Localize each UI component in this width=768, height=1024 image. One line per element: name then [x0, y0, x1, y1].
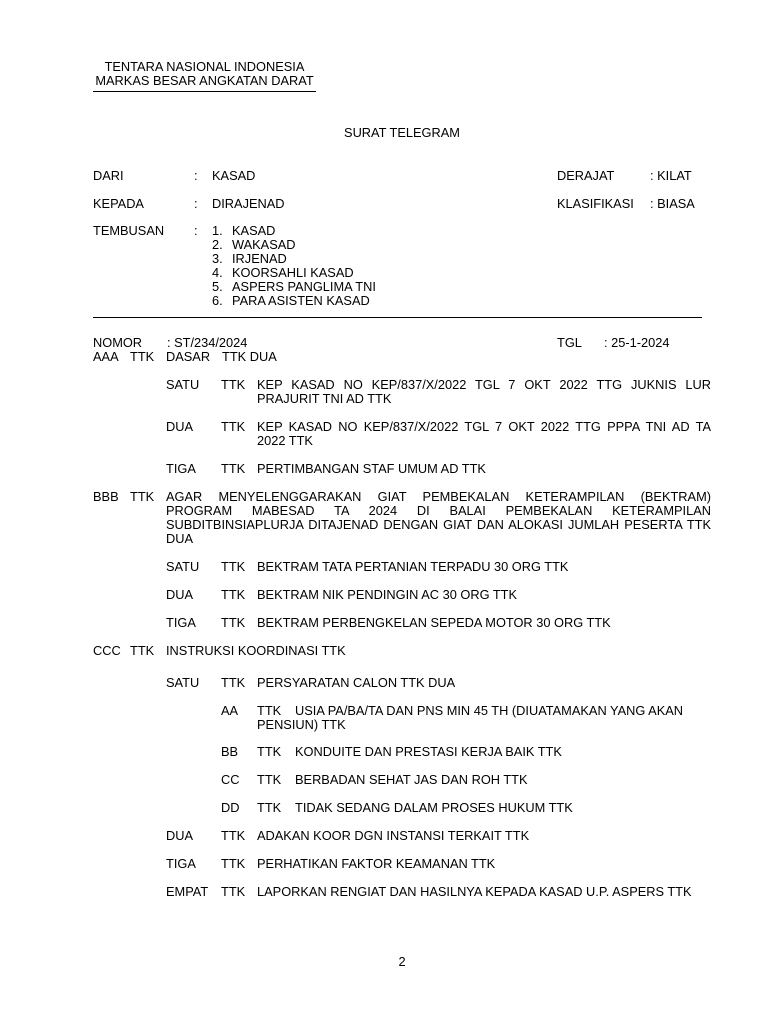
document-title: SURAT TELEGRAM [344, 125, 460, 140]
item-text-line: KEP KASAD NO KEP/837/X/2022 TGL 7 OKT 2022 TTG PPPA TNI AD TA [257, 419, 711, 434]
item-number: DUA [166, 587, 194, 602]
tembusan-item-text: PARA ASISTEN KASAD [232, 293, 370, 308]
letterhead [93, 60, 316, 88]
tembusan-item-number: 3. [212, 251, 223, 266]
section-text-line: PROGRAM MABESAD TA 2024 DI BALAI PEMBEKALAN KETERAMPILAN [166, 503, 711, 518]
item-number: SATU [166, 559, 200, 574]
item-number: SATU [166, 675, 200, 690]
item-ttk: TTK [221, 856, 246, 871]
item-number: DUA [166, 828, 194, 843]
subitem-text-line: KONDUITE DAN PRESTASI KERJA BAIK TTK [295, 744, 562, 759]
section-ttk: TTK [130, 643, 155, 658]
item-text: ADAKAN KOOR DGN INSTANSI TERKAIT TTK [257, 828, 530, 843]
item-ttk: TTK [221, 587, 246, 602]
item-number: EMPAT [166, 884, 209, 899]
nomor-value: : ST/234/2024 [167, 335, 248, 350]
item-text: LAPORKAN RENGIAT DAN HASILNYA KEPADA KASAD U.P. ASPERS TTK [257, 884, 692, 899]
routing-divider [93, 317, 702, 318]
item-number: DUA [166, 419, 194, 434]
item-number: TIGA [166, 615, 196, 630]
subitem-ttk: TTK [257, 800, 282, 815]
item-text-line: PERTIMBANGAN STAF UMUM AD TTK [257, 461, 486, 476]
dari-separator: : [194, 168, 198, 183]
tembusan-separator: : [194, 223, 198, 238]
section-code: BBB [93, 489, 119, 504]
item-text: BEKTRAM NIK PENDINGIN AC 30 ORG TTK [257, 587, 518, 602]
nomor-label: NOMOR [93, 335, 143, 350]
item-number: TIGA [166, 856, 196, 871]
item-ttk: TTK [221, 461, 246, 476]
tembusan-item-number: 5. [212, 279, 223, 294]
item-number: SATU [166, 377, 200, 392]
klasifikasi-label: KLASIFIKASI [557, 196, 634, 211]
kepada-label: KEPADA [93, 196, 144, 211]
tgl-value: : 25-1-2024 [604, 335, 670, 350]
item-ttk: TTK [221, 884, 246, 899]
tembusan-label: TEMBUSAN [93, 223, 165, 238]
subitem-text-line: BERBADAN SEHAT JAS DAN ROH TTK [295, 772, 528, 787]
derajat-value: : KILAT [650, 168, 692, 183]
item-text: BEKTRAM TATA PERTANIAN TERPADU 30 ORG TTK [257, 559, 569, 574]
tgl-label: TGL [557, 335, 582, 350]
klasifikasi-value: : BIASA [650, 196, 695, 211]
tembusan-item-text: KOORSAHLI KASAD [232, 265, 354, 280]
section-text-line: AGAR MENYELENGGARAKAN GIAT PEMBEKALAN KETERAMPILAN (BEKTRAM) [166, 489, 711, 504]
subitem-code: DD [221, 800, 240, 815]
subitem-code: BB [221, 744, 239, 759]
section-code: AAA [93, 349, 119, 364]
derajat-label: DERAJAT [557, 168, 615, 183]
tembusan-item-text: KASAD [232, 223, 276, 238]
tembusan-item-number: 1. [212, 223, 223, 238]
section-text-line: SUBDITBINSIAPLURJA DITAJENAD DENGAN GIAT DAN ALOKASI JUMLAH PESERTA TTK [166, 517, 711, 532]
subitem-ttk: TTK [257, 744, 282, 759]
subitem-text-line: PENSIUN) TTK [257, 717, 346, 732]
subitem-text-line: USIA PA/BA/TA DAN PNS MIN 45 TH (DIUATAMAKAN YANG AKAN [295, 703, 684, 718]
section-code: CCC [93, 643, 121, 658]
item-text-line: 2022 TTK [257, 433, 313, 448]
item-text-line: KEP KASAD NO KEP/837/X/2022 TGL 7 OKT 2022 TTG JUKNIS LUR [257, 377, 711, 392]
letterhead-line-2: MARKAS BESAR ANGKATAN DARAT [95, 73, 314, 88]
item-ttk: TTK [221, 559, 246, 574]
tembusan-item-text: IRJENAD [232, 251, 287, 266]
page-number: 2 [398, 954, 406, 969]
subitem-text-line: TIDAK SEDANG DALAM PROSES HUKUM TTK [295, 800, 573, 815]
section-heading: DASAR [166, 349, 211, 364]
letterhead-line-1: TENTARA NASIONAL INDONESIA [104, 59, 305, 74]
item-text: PERHATIKAN FAKTOR KEAMANAN TTK [257, 856, 496, 871]
item-number: TIGA [166, 461, 196, 476]
letterhead-underline [93, 91, 316, 92]
section-ttk: TTK [130, 349, 155, 364]
kepada-value: DIRAJENAD [212, 196, 285, 211]
item-text: BEKTRAM PERBENGKELAN SEPEDA MOTOR 30 ORG TTK [257, 615, 611, 630]
tembusan-item-number: 6. [212, 293, 223, 308]
item-text-line: PRAJURIT TNI AD TTK [257, 391, 392, 406]
tembusan-item-text: WAKASAD [232, 237, 296, 252]
subitem-ttk: TTK [257, 772, 282, 787]
section-text-line: DUA [166, 531, 194, 546]
subitem-code: CC [221, 772, 240, 787]
item-ttk: TTK [221, 675, 246, 690]
tembusan-item-text: ASPERS PANGLIMA TNI [232, 279, 376, 294]
section-heading-tail: TTK DUA [222, 349, 277, 364]
tembusan-item-number: 4. [212, 265, 223, 280]
section-ttk: TTK [130, 489, 155, 504]
subitem-ttk: TTK [257, 703, 282, 718]
tembusan-item-number: 2. [212, 237, 223, 252]
kepada-separator: : [194, 196, 198, 211]
item-ttk: TTK [221, 828, 246, 843]
item-ttk: TTK [221, 377, 246, 392]
item-text: PERSYARATAN CALON TTK DUA [257, 675, 456, 690]
item-ttk: TTK [221, 419, 246, 434]
dari-value: KASAD [212, 168, 256, 183]
item-ttk: TTK [221, 615, 246, 630]
subitem-code: AA [221, 703, 239, 718]
section-text: INSTRUKSI KOORDINASI TTK [166, 643, 346, 658]
dari-label: DARI [93, 168, 124, 183]
